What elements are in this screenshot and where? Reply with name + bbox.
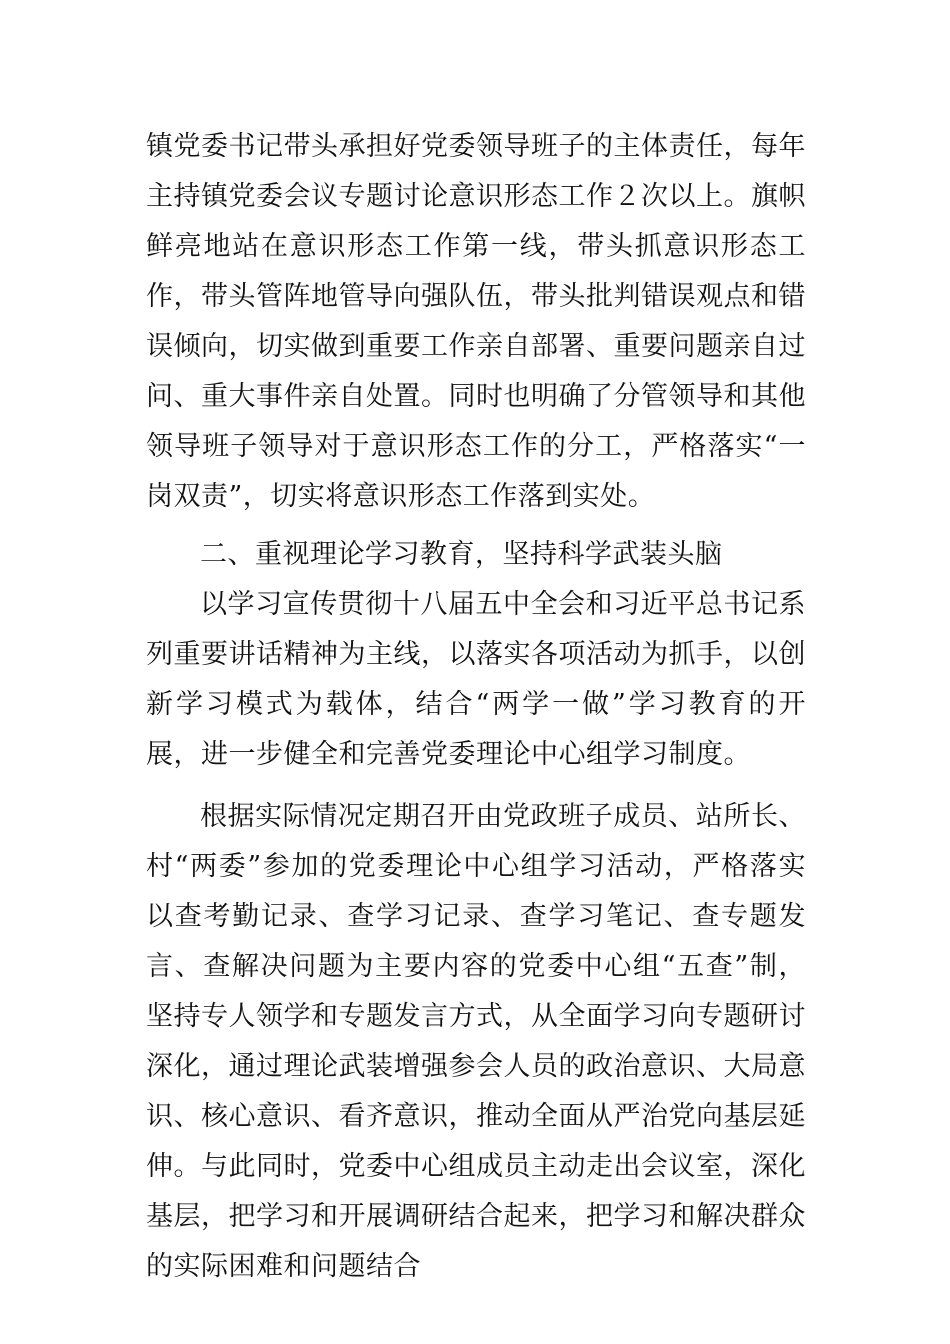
document-page — [146, 122, 806, 1292]
section-heading-2: 二、重视理论学习教育，坚持科学武装头脑 — [200, 539, 723, 570]
body-paragraph-2: 以学习宣传贯彻十八届五中全会和习近平总书记系列重要讲话精神为主线，以落实各项活动为抓手，以创新学习模式为载体，结合“两学一做”学习教育的开展，进一步健全和完善党委理论中心组学习制度。 — [146, 589, 806, 770]
body-paragraph-1: 镇党委书记带头承担好党委领导班子的主体责任，每年主持镇党委会议专题讨论意识形态工作２次以上。旗帜鲜亮地站在意识形态工作第一线，带头抓意识形态工作，带头管阵地管导向强队伍，带头批判错误观点和错误倾向，切实做到重要工作亲自部署、重要问题亲自过问、重大事件亲自处置。同时也明确了分管领导和其他领导班子领导对于意识形态工作的分工，严格落实“一岗双责”，切实将意识形态工作落到实处。 — [146, 131, 806, 512]
body-paragraph-3: 根据实际情况定期召开由党政班子成员、站所长、村“两委”参加的党委理论中心组学习活动，严格落实以查考勤记录、查学习记录、查学习笔记、查专题发言、查解决问题为主要内容的党委中心组“五查”制，坚持专人领学和专题发言方式，从全面学习向专题研讨深化，通过理论武装增强参会人员的政治意识、大局意识、核心意识、看齐意识，推动全面从严治党向基层延伸。与此同时，党委中心组成员主动走出会议室，深化基层，把学习和开展调研结合起来，把学习和解决群众的实际困难和问题结合 — [146, 801, 806, 1282]
